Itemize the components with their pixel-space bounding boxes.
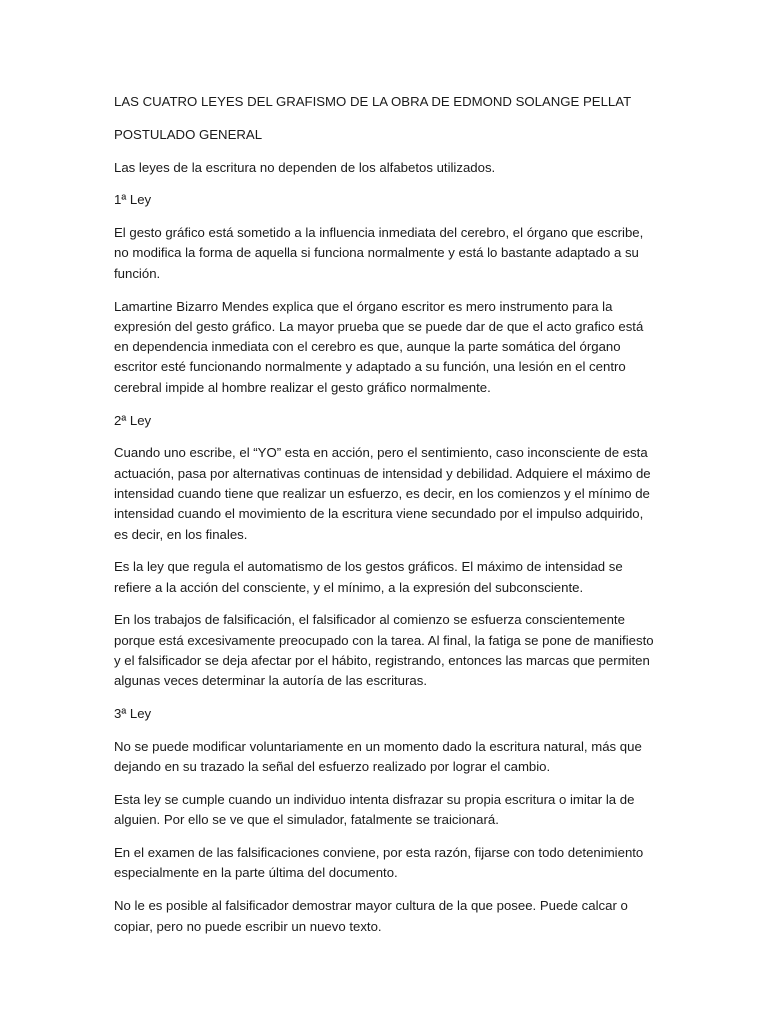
document-title: LAS CUATRO LEYES DEL GRAFISMO DE LA OBRA DE EDMOND SOLANGE PELLAT xyxy=(114,94,632,109)
paragraph: Lamartine Bizarro Mendes explica que el órgano escritor es mero instrumento para la expresión del gesto gráfico. La mayor prueba que se puede dar de que el acto grafico está en dependencia inmediata con el cerebro es que, aunque la parte somática del órgano escritor esté funcionando normalmente y adaptado a su función, una lesión en el centro cerebral impide al hombre realizar el gesto gráfico normalmente. xyxy=(114,298,644,395)
section-heading-ley-1: 1ª Ley xyxy=(114,192,152,208)
paragraph: En el examen de las falsificaciones conviene, por esta razón, fijarse con todo detenimiento especialmente en la parte última del documento. xyxy=(114,845,644,881)
paragraph: Las leyes de la escritura no dependen de los alfabetos utilizados. xyxy=(114,159,496,175)
paragraph: Esta ley se cumple cuando un individuo intenta disfrazar su propia escritura o imitar la de alguien. Por ello se ve que el simulador, fatalmente se traicionará. xyxy=(114,792,635,828)
paragraph: Es la ley que regula el automatismo de los gestos gráficos. El máximo de intensidad se refiere a la acción del consciente, y el mínimo, a la expresión del subconsciente. xyxy=(114,559,623,595)
paragraph: No se puede modificar voluntariamente en un momento dado la escritura natural, más que dejando en su trazado la señal del esfuerzo realizado por lograr el cambio. xyxy=(114,738,642,775)
section-heading-postulado: POSTULADO GENERAL xyxy=(114,126,263,142)
document-body xyxy=(114,92,659,949)
paragraph: El gesto gráfico está sometido a la influencia inmediata del cerebro, el órgano que escribe, no modifica la forma de aquella si funciona normalmente y está lo bastante adaptado a su función. xyxy=(114,225,644,281)
section-heading-ley-2: 2ª Ley xyxy=(114,412,152,428)
paragraph: No le es posible al falsificador demostrar mayor cultura de la que posee. Puede calcar o copiar, pero no puede escribir un nuevo texto. xyxy=(114,898,628,934)
paragraph: Cuando uno escribe, el “YO” esta en acción, pero el sentimiento, caso inconsciente de esta actuación, pasa por alternativas continuas de intensidad y debilidad. Adquiere el máximo de intensidad cuando tiene que realizar un esfuerzo, es decir, en los comienzos y el mínimo de intensidad cuando el movimiento de la escritura viene secundado por el impulso adquirido, es decir, en los finales. xyxy=(114,445,651,542)
paragraph: En los trabajos de falsificación, el falsificador al comienzo se esfuerza conscientemente porque está excesivamente preocupado con la tarea. Al final, la fatiga se pone de manifiesto y el falsificador se deja afectar por el hábito, registrando, entonces las marcas que permiten algunas veces determinar la autoría de las escrituras. xyxy=(114,612,654,689)
section-heading-ley-3: 3ª Ley xyxy=(114,706,152,722)
